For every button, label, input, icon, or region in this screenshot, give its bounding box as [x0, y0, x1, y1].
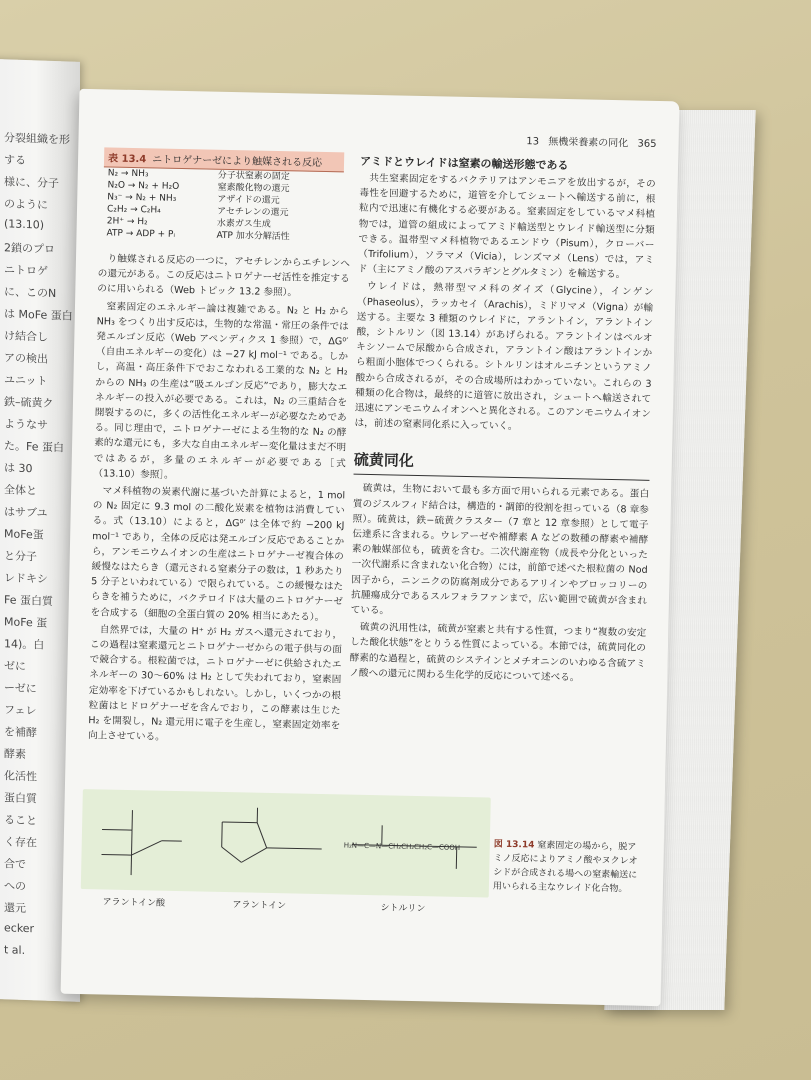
left-page-fragment: Fe 蛋白質	[4, 593, 53, 608]
allantoic-acid-label: アラントイン酸	[102, 897, 166, 909]
figure-caption	[493, 838, 644, 897]
function-cell: 窒素酸化物の還元	[217, 182, 290, 195]
left-page-fragment: ユニット	[4, 373, 48, 388]
body-paragraph: マメ科植物の炭素代謝に基づいた計算によると，1 mol の N₂ 固定に 9.3 mol の二酸化炭素を植物は消費している。式（13.10）によると，ΔG⁰′ は全体で約 −200 kJ mol⁻¹ であり，全体の反応は発エルゴン反応であることから，アンモニウムイオンの生産はニトロゲナーゼ複合体の緩慢なはたらき（還元される窒素分子の数は，1 秒あたり 5 分子といわれている）で限られている。この緩慢なはたらきを補うために，バクテロイドは大量のニトロゲナーゼを合成する（細胞の全蛋白質の 20% 相当にあたる）。	[90, 485, 346, 623]
left-page-fragment: レドキシ	[4, 571, 48, 586]
left-page-fragment: け結合し	[4, 329, 48, 344]
reaction-cell: N₃⁻ → N₂ + NH₃	[107, 192, 177, 204]
left-page-fragment: 合で	[4, 857, 26, 872]
left-page-fragment: ecker	[4, 921, 35, 936]
left-page-fragment: ること	[4, 813, 37, 828]
table-title: ニトロゲナーゼにより触媒される反応	[152, 154, 323, 169]
ureide-structures	[81, 789, 491, 898]
body-paragraph: 硫黄の汎用性は，硫黄が窒素と共有する性質，つまり“複数の安定した酸化状態”をとりうる性質によっている。本節では，硫黄同化の酵素的な過程と，硫黄のシステインとメチオニンのいわゆる含硫アミノ酸への還元に関わる生化学的反応について述べる。	[349, 622, 647, 684]
body-paragraph: 自然界では，大量の H⁺ が H₂ ガスへ還元されており，この過程は窒素還元とニトロゲナーゼからの電子供与の面で競合する。根粒菌では，ニトロゲナーゼに供給されたエネルギーの 30〜60% は H₂ として失われており，窒素固定効率を下げているかもしれない。しかし，いくつかの根粒菌はヒドロゲナーゼを含んでおり，この酵素は生じた H₂ を開裂し，N₂ 還元用に電子を生産し，窒素固定効率を向上させている。	[87, 624, 343, 744]
left-page-fragment: t al.	[4, 943, 26, 958]
chapter-title: 無機栄養素の同化	[548, 136, 629, 150]
reaction-cell: 2H⁺ → H₂	[106, 216, 148, 228]
left-page-fragment: 還元	[4, 901, 26, 916]
function-cell: アセチレンの還元	[216, 206, 289, 219]
function-cell: 分子状窒素の固定	[217, 170, 290, 183]
left-page-fragment: に、このN	[4, 285, 57, 301]
left-page-fragment: への	[4, 879, 26, 894]
body-paragraph: 共生窒素固定をするバクテリアはアンモニアを放出するが，その毒性を回避するために，道管を介してシュートへ輸送する前に，根粒内で迅速に有機化する必要がある。窒素固定をしているマメ科植物では，道管の組成によってアミド輸送型とウレイド輸送型に分類できる。温帯型マメ科植物であるエンドウ（Pisum），クローバー（Trifolium），ソラマメ（Vicia），レンズマメ（Lens）では，アミド（主にアミノ酸のアスパラギンとグルタミン）を輸送する。	[357, 172, 656, 281]
function-cell: 水素ガス生成	[216, 218, 271, 230]
reaction-cell: ATP → ADP + Pᵢ	[106, 228, 176, 240]
left-page-fragment: を補酵	[4, 725, 37, 740]
left-page-fragment: ニトロゲ	[4, 263, 48, 278]
allantoic-acid-structure	[101, 809, 182, 876]
left-page-fragment: する	[4, 153, 26, 168]
reaction-table	[102, 147, 344, 244]
left-page-fragment: と分子	[4, 549, 37, 564]
left-page-fragment: (13.10)	[4, 217, 45, 232]
reaction-cell: C₂H₂ → C₂H₄	[106, 204, 161, 216]
body-paragraph: 硫黄は，生物において最も多方面で用いられる元素である。蛋白質のジスルフィド結合は，構造的・調節的役割を担っている（8 章参照）。硫黄は，鉄−硫黄クラスター（7 章と 12 章参照）として電子伝達系に含まれる。ウレアーゼや補酵素 A などの数種の酵素や補酵素の触媒部位も，硫黄を含む。二次代謝産物（成長や分化といった一次代謝系に含まれない化合物）には，前節で述べた根粒菌の Nod 因子から，ニンニクの防腐剤成分であるアリインやブロッコリーの抗腫瘍成分であるスルフォラファンまで，広い範囲で硫黄が含まれている。	[350, 483, 650, 617]
citrulline-formula: H₂N—C—N—CH₂CH₂CH₂C—COOH	[343, 841, 461, 852]
citrulline-label: シトルリン	[380, 903, 426, 915]
left-page-fragment: ようなサ	[4, 417, 48, 432]
ureide-figure	[81, 789, 491, 898]
left-page-fragment: た。Fe 蛋白	[4, 439, 64, 455]
body-paragraph: り触媒される反応の一つに，アセチレンからエチレンへの還元がある。この反応はニトロゲナーゼ活性を推定するのに用いられる（Web トピック 13.2 参照）。	[97, 253, 351, 299]
page-number: 365	[637, 138, 657, 150]
function-cell: アザイドの還元	[217, 194, 280, 207]
right-column	[349, 153, 656, 689]
figure-caption-text: 窒素固定の場から，脱アミノ反応によりアミノ酸やヌクレオシドが合成される場への窒素輸送に用いられる主なウレイド化合物。	[492, 840, 638, 895]
function-cell: ATP 加水分解活性	[216, 230, 290, 243]
allantoin-label: アラントイン	[232, 900, 287, 912]
reaction-cell: N₂ → NH₃	[107, 168, 149, 180]
left-page-fragment: MoFe 蛋	[4, 615, 48, 630]
left-page-fragment: ゼに	[4, 659, 26, 674]
left-page-fragment: 全体と	[4, 483, 37, 498]
section-heading-amide: アミドとウレイドは窒素の輸送形態である	[359, 154, 569, 173]
left-page-fragment: のように	[4, 197, 48, 212]
left-page-fragment: フェレ	[4, 703, 37, 718]
amide-paragraphs	[354, 171, 655, 438]
left-page-fragment: は MoFe 蛋白	[4, 307, 73, 323]
chapter-number: 13	[526, 136, 540, 148]
left-page-fragment: 2鎖のプロ	[4, 241, 55, 257]
body-paragraph: ウレイドは，熱帯型マメ科のダイズ（Glycine），インゲン（Phaseolus），ラッカセイ（Arachis），ミドリマメ（Vigna）が輸送する。主要な 3 種類のウレイドに，アラントイン，アラントイン酸，シトルリン（図 13.14）があげられる。アラントインはペルオキシソームで尿酸から合成され，アラントイン酸はアラントインから粗面小胞体でつくられる。シトルリンはオルニチンというアミノ酸から合成されるが，その合成場所はわかっていない。これらの 3 種類の化合物は，最終的に道管に放出され，シュートへ輸送されて迅速にアンモニウムイオンへと異化される。このアンモニウムイオンは，前述の窒素同化系に入っていく。	[354, 281, 654, 433]
left-page-fragment: は 30	[4, 461, 33, 476]
left-page-fragment: はサブユ	[4, 505, 48, 520]
left-column	[88, 251, 350, 751]
left-page-fragment: アの検出	[4, 351, 48, 366]
left-page-fragment: 酵素	[4, 747, 26, 762]
section-heading-sulfur: 硫黄同化	[354, 449, 650, 481]
reaction-cell: N₂O → N₂ + H₂O	[107, 180, 180, 192]
left-page-fragment: 分裂組織を形	[4, 131, 70, 147]
left-page-fragment: ーゼに	[4, 681, 37, 696]
left-page-fragment: く存在	[4, 835, 37, 850]
sulfur-paragraphs	[349, 481, 649, 687]
body-paragraph: 窒素固定のエネルギー論は複雑である。N₂ と H₂ から NH₃ をつくり出す反応は，生物的な常温・常圧の条件では発エルゴン反応（Web アペンディクス 1 参照）で，ΔG⁰′（自由エネルギーの変化）は −27 kJ mol⁻¹ である。しかし，高温・高圧条件下でおこなわれる工業的な N₂ と H₂ からの NH₃ の生産は“吸エルゴン反応”であり，膨大なエネルギーの投入が必要である。これは，N₂ の三重結合を開裂するのに，多くの活性化エネルギーが必要なためである。同じ理由で，ニトロゲナーゼによる生物的な N₂ の酵素的な還元にも，多大な自由エネルギー変化量はまだ不明ではあるが，多量のエネルギーが必要である［式（13.10）参照］。	[93, 301, 350, 481]
left-page-fragment: 鉄–硫黄ク	[4, 395, 54, 410]
table-rows	[102, 167, 343, 244]
allantoin-structure	[221, 807, 322, 864]
table-label: 表 13.4	[107, 153, 147, 166]
running-head	[520, 132, 656, 150]
left-page-fragment: 化活性	[4, 769, 37, 784]
book-page	[61, 89, 680, 1006]
figure-label: 図 13.14	[493, 839, 535, 851]
left-page-fragment: 蛋白質	[4, 791, 37, 806]
left-page-fragment: 14)。白	[4, 637, 45, 652]
left-page-fragment: MoFe蛋	[4, 527, 44, 542]
left-page-fragment: 様に、分子	[4, 175, 59, 191]
